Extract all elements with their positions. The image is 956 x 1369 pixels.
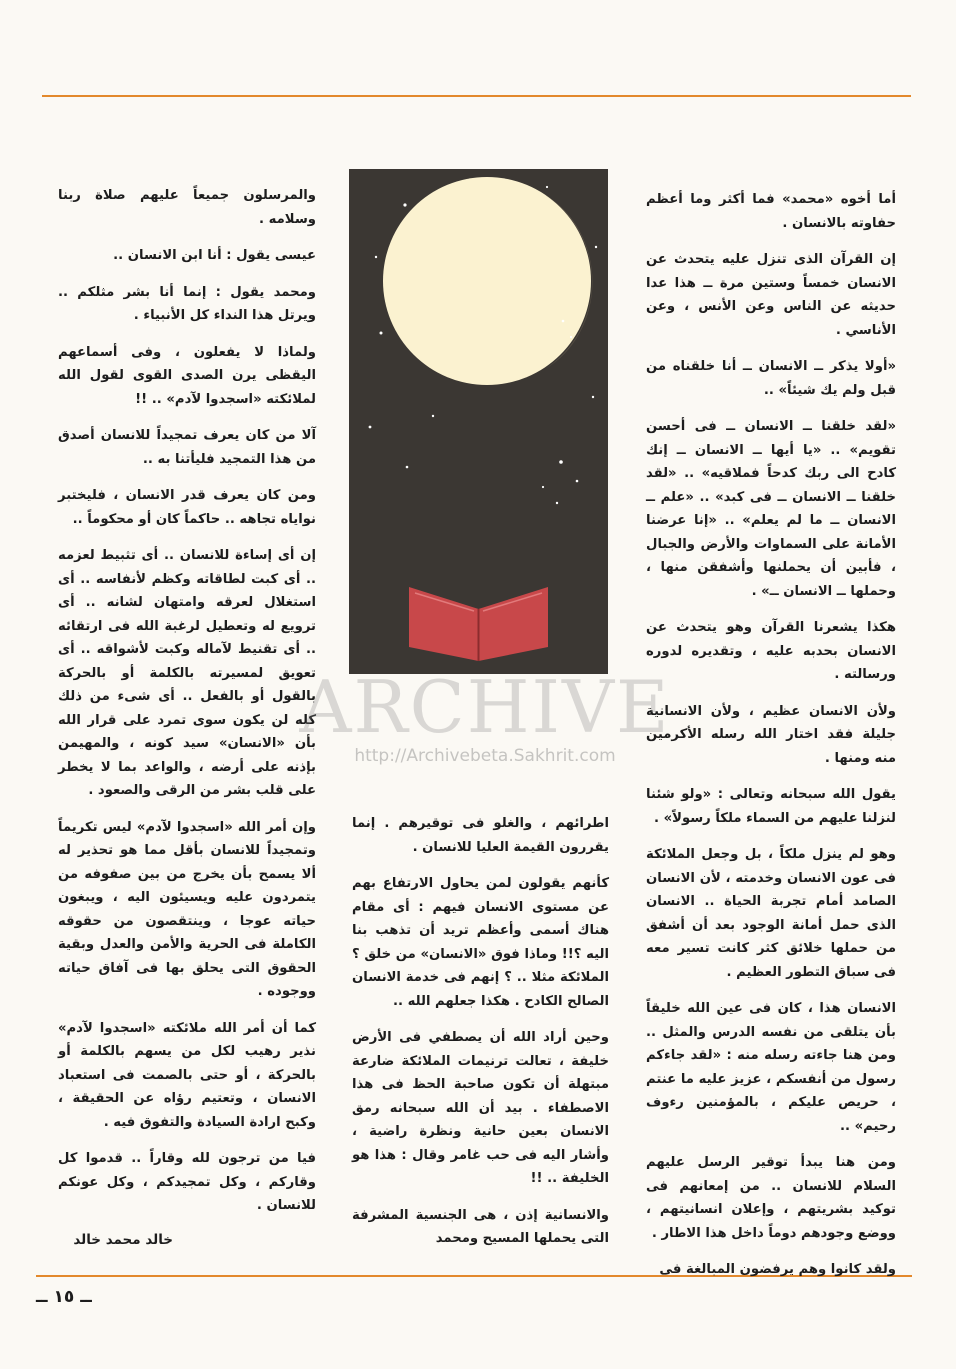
article-column-left (58, 184, 316, 1231)
moon-illustration (349, 169, 608, 674)
page-number: ــ ١٥ ــ (36, 1287, 92, 1307)
archive-watermark-url: http://Archivebeta.Sakhrit.com (354, 746, 616, 766)
paragraph: الانسان هذا ، كان فى عين الله خليقاً بأن يتلقى من نفسه الدرس والمثل .. ومن هنا جاءته رسله منه : «لقد جاءكم رسول من أنفسكم ، عزيز عليه ما عنتم ، حريص عليكم ، بالمؤمنين رءوف رحيم» .. (646, 1001, 896, 1134)
paragraph: فيا من ترجون لله وقاراً .. قدموا كل وقاركم ، وكل تمجيدكم ، وكل عونكم للانسان . (58, 1151, 316, 1213)
paragraph: آلا من كان يعرف تمجيداً للانسان أصدق من هذا التمجيد فليأتنا به .. (58, 428, 316, 467)
paragraph: كأنهم يقولون لمن يحاول الارتفاع بهم عن مستوى الانسان فيهم : أى مقام هناك أسمى وأعظم تريد أن تذهب بنا اليه ؟!! وماذا فوق «الانسان» من خلق ؟ الملائكة مثلا .. ؟ إنهم فى خدمة الانسان الصالح الكادح . هكذا جعلهم الله .. (352, 876, 609, 1009)
paragraph: وحين أراد الله أن يصطفي فى الأرض خليفة ، تعالت ترنيمات الملائكة ضارعة مبتهلة أن تكون صاحبة الحظ فى هذا الاصطفاء . بيد أن الله سبحانه رمق الانسان بعين حانية ونظرة راضية ، وأشار اليه فى حب غامر وقال : هذا هو الخليفة .. !! (352, 1030, 609, 1186)
archive-watermark: ARCHIVE (299, 665, 671, 749)
paragraph: كما أن أمر الله ملائكته «اسجدوا لآدم» نذير رهيب لكل من يسهم بالكلمة أو بالحركة ، أو حتى بالصمت فى استعباد الانسان ، وتعتيم رؤاه عن الحقيقة ، وكبح ارادة السيادة والتفوق فيه . (58, 1020, 316, 1130)
author-signature: خالد محمد خالد (73, 1232, 173, 1248)
paragraph: اطرائهم ، والغلو فى توقيرهم . إنما يقررون القيمة العليا للانسان . (352, 816, 609, 855)
paragraph: إن أى إساءة للانسان .. أى تثبيط لعزمه .. أى كبت لطاقاته وكظم لأنفاسه .. أى استغلال لعرقه وامتهان لشانه .. أى ترويع له وتعطيل لرغبة الله فى ارتقائه .. أى تقنيط لآماله وكبت لأشواقه .. أى تعويق لمسيرته بالكلمة أو بالحركة بالقول أو بالفعل .. أى شىء من ذلك كله لن يكون سوى تمرد على قرار الله بأن «الانسان» سيد كونه ، والمهيمن بإذنه على أرضه ، والواعد بما لا يخطر على قلب بشر من الرقى والصعود . (58, 548, 316, 798)
paragraph: «لقد خلقنا ــ الانسان ــ فى أحسن تقويم» .. «يا أيها ــ الانسان ــ إنك كادح الى ربك كدحاً فملاقيه» .. «لقد خلقنا ــ الانسان ــ فى كبد» .. «علم ــ الانسان ــ ما لم يعلم» .. «إنا عرضنا الأمانة على السماوات والأرض والجبال ، فأبين أن يحملنها وأشفقن منها ، وحملها ــ الانسان ــ» . (646, 419, 896, 599)
paragraph: ومن هنا يبدأ توقير الرسل عليهم السلام للانسان .. من إمعانهم فى توكيد بشريتهم ، وإعلان انسانيتهم ، ووضع وجودهم دوماً داخل هذا الاطار . (646, 1155, 896, 1241)
top-rule (42, 95, 911, 97)
paragraph: هكذا يشعرنا القرآن وهو يتحدث عن الانسان بحدبه عليه ، وتقديره لدوره ورسالته . (646, 620, 896, 682)
paragraph: ومحمد يقول : إنما أنا بشر مثلكم .. ويرتل هذا النداء كل الأنبياء . (58, 284, 316, 323)
paragraph: عيسى يقول : أنا ابن الانسان .. (113, 248, 316, 263)
article-column-middle (352, 812, 609, 1264)
paragraph: «أولا يذكر ــ الانسان ــ أنا خلقناه من قبل ولم يك شيئاً» .. (646, 359, 896, 398)
paragraph: ولماذا لا يفعلون ، وفى أسماعهم اليقظى يرن الصدى القوى لقول الله لملائكته «اسجدوا لآدم» .. !! (58, 344, 316, 407)
paragraph: والمرسلون جميعاً عليهم صلاة ربنا وسلامه . (58, 188, 316, 227)
paragraph: وإن أمر الله «اسجدوا لآدم» ليس تكريماً وتمجيداً للانسان بأقل مما هو تحذير له ألا يسمح بأن يخرج من بين صفوفه من يتمردون عليه ويسيئون اليه ، ويبغون حياته عوجا ، وينتقصون من حقوقه الكاملة فى الحرية والأمن والعدل وبقية الحقوق التى يحلق بها فى آفاق حياته ووجوده . (58, 819, 316, 999)
book-icon (409, 587, 548, 661)
article-column-right (646, 188, 896, 1295)
paragraph: ولأن الانسان عظيم ، ولأن الانسانية جليلة فقد اختار الله رسله الأكرمين منه ومنها . (646, 703, 896, 766)
paragraph: يقول الله سبحانه وتعالى : «ولو شئنا لنزلنا عليهم من السماء ملكاً رسولاً» . (646, 787, 896, 826)
paragraph: أما أخوه «محمد» فما أكثر وما أعظم حفاوته بالانسان . (646, 192, 896, 231)
paragraph: إن القرآن الذى تنزل عليه يتحدث عن الانسان خمساً وستين مرة ــ هذا عدا حديثه عن الناس وعن الأنس ، وعن الأناسي . (646, 252, 896, 338)
moon-icon (383, 177, 591, 385)
paragraph: وهو لم ينزل ملكاً ، بل وجعل الملائكة فى عون الانسان وخدمته ، لأن الانسان الصامد أمام تجربة الحياة .. الانسان الذى حمل أمانة الوجود بعد أن أشفق من حملها خلائق كثر كانت تسير معه فى سباق التطور العظيم . (646, 847, 896, 980)
paragraph: والانسانية إذن ، هى الجنسية المشرفة التى يحملها المسيح ومحمد (352, 1207, 609, 1246)
paragraph: ولقد كانوا وهم يرفضون المبالغة فى (659, 1262, 896, 1277)
feature-illustration (349, 169, 608, 674)
paragraph: ومن كان يعرف قدر الانسان ، فليختبر نواياه تجاهه .. حاكماً كان أو محكوماً .. (58, 488, 316, 527)
